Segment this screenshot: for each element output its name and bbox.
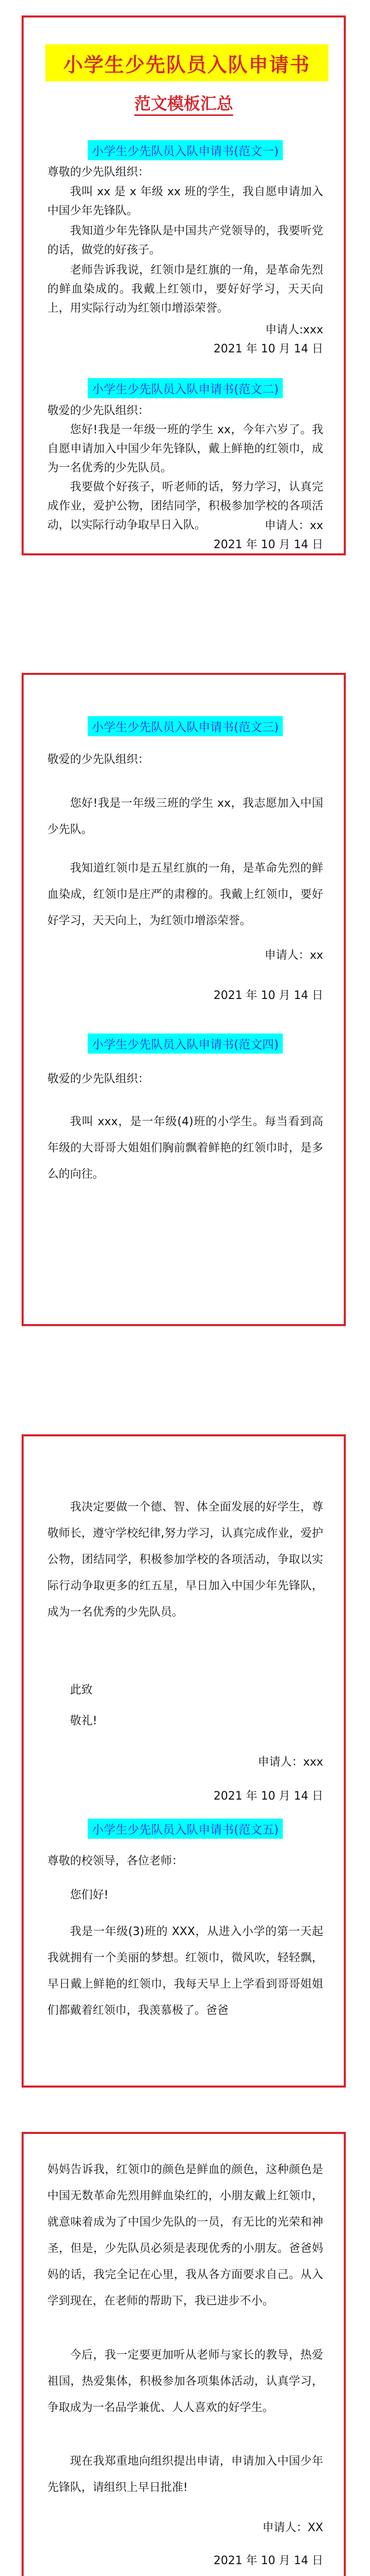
page-card-1: [22, 15, 346, 555]
sample-1-date: 2021 年 10 月 14 日: [214, 343, 323, 355]
sample-3-paragraph-2: 我知道红领巾是五星红旗的一角，是革命先烈的鲜血染成，红领巾是庄严的肃穆的。我戴上红领巾，要好好学习，天天向上，为红领巾增添荣誉。: [47, 862, 323, 927]
sample-3-signature: 申请人：xx: [264, 949, 323, 962]
sample-5-paragraph-1: 我是一年级(3)班的 XXX，从进入小学的第一天起我就拥有一个美丽的梦想。红领巾，微风吹，轻轻飘，早日戴上鲜艳的红领巾，我每天早上上学看到哥哥姐姐们都戴着红领巾，我羡慕极了。爸爸: [47, 1925, 323, 2017]
sample-3-heading: 小学生少先队员入队申请书(范文三): [88, 716, 283, 736]
sample-4-paragraph-2: 我决定要做一个德、智、体全面发展的好学生，尊敬师长，遵守学校纪律,努力学习，认真完成作业，爱护公物，团结同学，积极参加学校的各项活动，争取以实际行动争取更多的红五星，早日加入中国少年先锋队，成为一名优秀的少先队员。: [47, 1501, 323, 1619]
sample-1-paragraph-1: 我叫 xx 是 x 年级 xx 班的学生，我自愿申请加入中国少年先锋队。: [47, 185, 323, 217]
sample-1-signature: 申请人:xxx: [265, 324, 323, 336]
sample-4-closing-2: 敬礼!: [70, 1715, 97, 1727]
sample-2-date: 2021 年 10 月 14 日: [214, 538, 323, 551]
sample-4-heading: 小学生少先队员入队申请书(范文四): [88, 1033, 283, 1054]
sample-5-paragraph-1-continued: 妈妈告诉我，红领巾的颜色是鲜血的颜色，这种颜色是中国无数革命先烈用鲜血染红的，小朋友戴上红领巾，就意味着成为了中国少先队的一员，有无比的光荣和神圣，但是，少先队员必须是表现优秀的小朋友。爸爸妈妈的话，我完全记在心里，我从各方面要求自己。从入学到现在，在老师的帮助下，我已进步不小。: [47, 2163, 323, 2308]
sample-4-closing-1: 此致: [70, 1684, 93, 1697]
sample-5-paragraph-3: 现在我郑重地向组织提出申请，申请加入中国少年先锋队，请组织上早日批准!: [47, 2455, 323, 2494]
sample-2-paragraph-2: 我要做个好孩子，听老师的话，努力学习，认真完成作业，爱护公物，团结同学，积极参加学校的各项活动，以实际行动争取早日入队。: [47, 481, 323, 532]
sample-1-heading: 小学生少先队员入队申请书(范文一): [88, 140, 283, 160]
page-card-3: [22, 1434, 346, 2088]
sample-5-date: 2021 年 10 月 14 日: [214, 2554, 323, 2567]
sample-1-paragraph-2: 我知道少年先锋队是中国共产党领导的，我要听党的话，做党的好孩子。: [47, 225, 323, 257]
sample-4-salutation: 敬爱的少先队组织：: [47, 1073, 150, 1086]
sample-2-heading: 小学生少先队员入队申请书(范文二): [88, 378, 283, 398]
sample-3-date: 2021 年 10 月 14 日: [214, 989, 323, 1002]
sample-4-paragraph-1: 我叫 xxx，是一年级(4)班的小学生。每当看到高年级的大哥哥大姐姐们胸前飘着鲜艳的红领巾时，是多么的向往。: [47, 1115, 323, 1181]
sample-4-date: 2021 年 10 月 14 日: [214, 1790, 323, 1803]
sample-5-signature: 申请人：XX: [262, 2521, 323, 2534]
sample-5-salutation: 尊敬的校领导，各位老师：: [47, 1855, 184, 1868]
page-card-2: [22, 673, 346, 1326]
document-subtitle: 范文模板汇总: [24, 91, 344, 114]
sample-5-paragraph-2: 今后，我一定要更加听从老师与家长的教导，热爱祖国，热爱集体，积极参加各项集体活动，认真学习，争取成为一名品学兼优、人人喜欢的好学生。: [47, 2349, 323, 2414]
sample-5-greeting: 您们好!: [70, 1889, 109, 1902]
page-card-4: [22, 2132, 346, 2576]
document-title: 小学生少先队员入队申请书: [45, 44, 328, 81]
sample-2-salutation: 敬爱的少先队组织：: [47, 404, 150, 417]
sample-1-paragraph-3: 老师告诉我说，红领巾是红旗的一角，是革命先烈的鲜血染成的。我戴上红领巾，要好好学习，天天向上，用实际行动为红领巾增添荣誉。: [47, 264, 323, 315]
sample-4-signature: 申请人：xxx: [257, 1756, 323, 1769]
sample-5-heading: 小学生少先队员入队申请书(范文五): [88, 1819, 283, 1839]
sample-3-salutation: 敬爱的少先队组织：: [47, 753, 150, 766]
sample-1-salutation: 尊敬的少先队组织：: [47, 166, 150, 179]
sample-2-signature: 申请人：xx: [264, 519, 323, 532]
sample-2-paragraph-1: 您好!我是一年级一班的学生 xx，今年六岁了。我自愿申请加入中国少年先锋队，戴上鲜艳的红领巾，成为一名优秀的少先队员。: [47, 423, 323, 474]
sample-3-paragraph-1: 您好!我是一年级三班的学生 xx，我志愿加入中国少先队。: [47, 797, 323, 836]
